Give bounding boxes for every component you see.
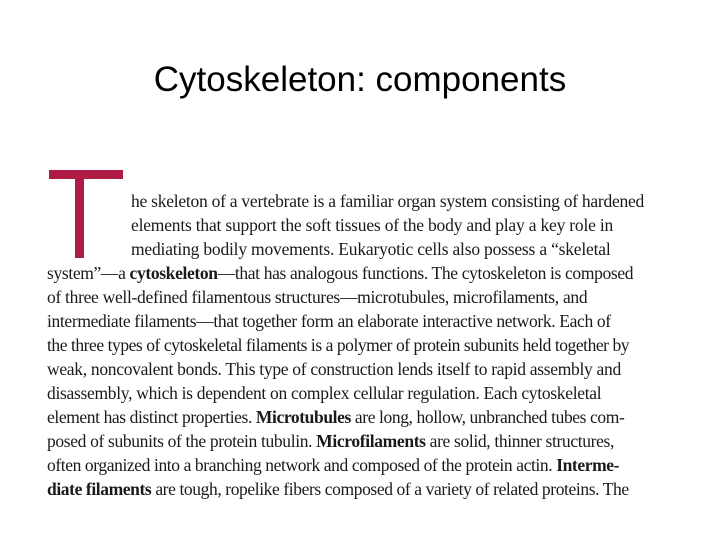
term-intermediate-filaments-cont: diate filaments [47, 479, 152, 499]
excerpt-line: element has distinct properties. Microtubules are long, hollow, unbranched tubes com- [47, 407, 625, 427]
drop-cap-bar [49, 170, 123, 179]
excerpt-line: system”—a cytoskeleton—that has analogous functions. The cytoskeleton is composed [47, 263, 634, 283]
term-intermediate-filaments: Interme- [556, 455, 620, 475]
excerpt-line: he skeleton of a vertebrate is a familiar organ system consisting of hardened [131, 191, 645, 211]
excerpt-line: weak, noncovalent bonds. This type of construction lends itself to rapid assembly and [47, 359, 621, 379]
excerpt-line: elements that support the soft tissues of the body and play a key role in [131, 215, 614, 235]
excerpt-line: of three well-defined filamentous structures—microtubules, microfilaments, and [47, 287, 588, 307]
drop-cap-stem [75, 170, 84, 258]
term-microfilaments: Microfilaments [316, 431, 426, 451]
excerpt-line: posed of subunits of the protein tubulin. Microfilaments are solid, thinner structures, [47, 431, 615, 451]
term-microtubules: Microtubules [255, 407, 351, 427]
excerpt-line: mediating bodily movements. Eukaryotic cells also possess a “skeletal [131, 239, 611, 259]
excerpt-line: intermediate filaments—that together form an elaborate interactive network. Each of [47, 311, 611, 331]
excerpt-line: disassembly, which is dependent on complex cellular regulation. Each cytoskeletal [47, 383, 602, 403]
excerpt-line: diate filaments are tough, ropelike fibers composed of a variety of related proteins. The [47, 479, 629, 499]
excerpt-line: often organized into a branching network and composed of the protein actin. Interme- [47, 455, 620, 475]
term-cytoskeleton: cytoskeleton [129, 263, 218, 283]
textbook-excerpt [47, 168, 672, 511]
drop-cap [47, 168, 125, 260]
slide-title: Cytoskeleton: components [153, 60, 567, 99]
excerpt-line: the three types of cytoskeletal filaments is a polymer of protein subunits held together by [47, 335, 630, 355]
